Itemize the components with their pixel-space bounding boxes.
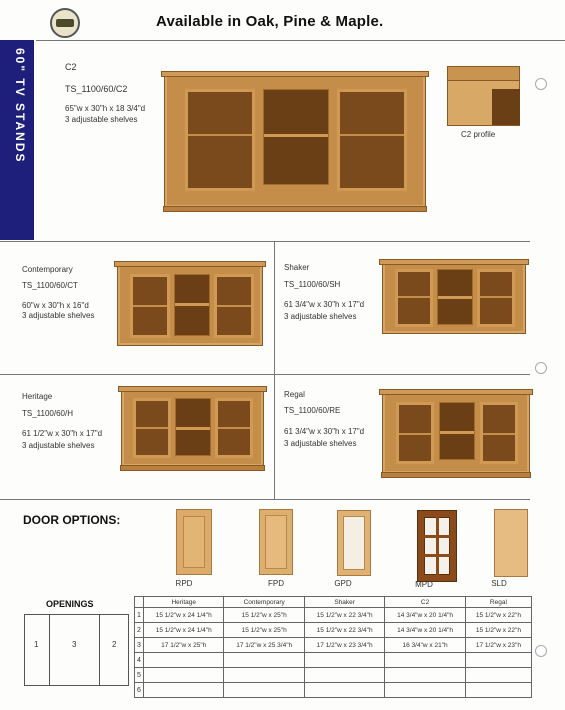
cabinet-door [477,269,515,327]
table-cell: 17 1/2"w x 25"h [144,638,224,653]
product-name: Heritage [22,392,53,401]
cabinet-door [214,274,254,338]
product-model: TS_1100/60/H [22,409,73,418]
header-divider [36,40,565,41]
table-cell [465,683,531,698]
table-cell [465,653,531,668]
column-header: Regal [465,597,531,608]
product-dims: 61 3/4"w x 30"h x 17"d [284,300,365,309]
divider-line [0,499,530,500]
cabinet-door [130,274,170,338]
product-name: Regal [284,390,305,399]
profile-label: C2 profile [461,130,496,139]
product-model: TS_1100/60/CT [22,281,78,290]
featured-model: TS_1100/60/C2 [65,84,128,94]
divider-line [274,241,275,499]
opening-number: 2 [112,640,117,649]
c2-center-opening [263,89,329,185]
row-number: 4 [135,653,144,668]
c2-right-door [337,89,407,191]
table-cell [385,683,465,698]
table-row [135,623,532,638]
product-name: Shaker [284,263,310,272]
contemporary-photo [117,264,263,346]
table-cell: 17 1/2"w x 25 3/4"h [224,638,304,653]
c2-left-door [185,89,255,191]
product-dims: 60"w x 30"h x 16"d [22,301,89,310]
featured-dims: 65"w x 30"h x 18 3/4"d [65,104,146,113]
table-cell [224,653,304,668]
openings-dimensions-table [134,596,532,698]
door-option-label: RPD [175,579,193,588]
table-row [135,638,532,653]
cabinet-door [133,398,171,458]
product-model: TS_1100/60/RE [284,406,341,415]
table-cell: 15 1/2"w x 24 1/4"h [144,608,224,623]
table-cell: 14 3/4"w x 20 1/4"h [385,623,465,638]
column-header: Heritage [144,597,224,608]
table-cell [144,683,224,698]
brand-logo [50,8,80,38]
product-shelves: 3 adjustable shelves [22,441,95,450]
table-cell: 14 3/4"w x 20 1/4"h [385,608,465,623]
product-dims: 61 3/4"w x 30"h x 17"d [284,427,365,436]
table-cell [304,668,384,683]
row-number: 5 [135,668,144,683]
c2-profile-photo [447,66,520,126]
cabinet-door [480,402,518,464]
table-cell [385,668,465,683]
divider-line [0,374,530,375]
cabinet-opening [175,398,211,456]
product-shelves: 3 adjustable shelves [284,439,357,448]
table-cell [144,653,224,668]
rpd-door-sample [176,509,212,575]
table-cell [385,653,465,668]
table-cell: 15 1/2"w x 22"h [465,623,531,638]
row-number: 3 [135,638,144,653]
cabinet-opening [437,269,473,325]
heritage-photo [121,389,264,467]
product-shelves: 3 adjustable shelves [284,312,357,321]
product-name: Contemporary [22,265,73,274]
c2-cabinet-photo [164,74,426,208]
opening-number: 1 [34,640,39,649]
cabinet-door [395,269,433,327]
corner-cell [135,597,144,608]
gpd-door-sample [337,510,371,576]
table-cell [224,668,304,683]
diagram-divider [99,615,100,685]
door-options-title: DOOR OPTIONS: [23,513,121,527]
table-cell: 15 1/2"w x 22 3/4"h [304,623,384,638]
table-row [135,608,532,623]
binder-hole [535,645,547,657]
door-option-label: FPD [268,579,284,588]
door-option-label: GPD [334,579,352,588]
regal-photo [382,392,530,474]
table-cell: 15 1/2"w x 25"h [224,608,304,623]
row-number: 2 [135,623,144,638]
table-cell: 17 1/2"w x 23 3/4"h [304,638,384,653]
table-row [135,668,532,683]
cabinet-door [215,398,253,458]
openings-title: OPENINGS [46,599,94,609]
column-header: Shaker [304,597,384,608]
table-cell: 16 3/4"w x 21"h [385,638,465,653]
table-cell [224,683,304,698]
fpd-door-sample [259,509,293,575]
door-option-label: SLD [491,579,507,588]
table-cell: 15 1/2"w x 24 1/4"h [144,623,224,638]
page-headline: Available in Oak, Pine & Maple. [156,13,384,30]
table-row [135,683,532,698]
opening-number: 3 [72,640,77,649]
table-cell: 15 1/2"w x 22"h [465,608,531,623]
diagram-divider [49,615,50,685]
product-shelves: 3 adjustable shelves [22,311,95,320]
cabinet-opening [174,274,210,336]
side-tab-label: 60" TV STANDS [13,48,27,164]
table-cell [304,683,384,698]
table-cell [465,668,531,683]
shaker-photo [382,262,526,334]
table-cell: 15 1/2"w x 25"h [224,623,304,638]
table-cell [144,668,224,683]
row-number: 1 [135,608,144,623]
openings-diagram [24,614,129,686]
mpd-door-sample [417,510,457,582]
table-header-row [135,597,532,608]
table-cell: 17 1/2"w x 23"h [465,638,531,653]
featured-name: C2 [65,62,77,72]
binder-hole [535,78,547,90]
sld-door-sample [494,509,528,577]
cabinet-opening [439,402,475,460]
divider-line [0,241,530,242]
table-cell: 15 1/2"w x 22 3/4"h [304,608,384,623]
cabinet-door [396,402,434,464]
product-dims: 61 1/2"w x 30"h x 17"d [22,429,103,438]
row-number: 6 [135,683,144,698]
table-cell [304,653,384,668]
door-option-label: MPD [415,580,433,589]
product-model: TS_1100/60/SH [284,280,341,289]
column-header: C2 [385,597,465,608]
column-header: Contemporary [224,597,304,608]
featured-shelves: 3 adjustable shelves [65,115,138,124]
table-row [135,653,532,668]
binder-hole [535,362,547,374]
